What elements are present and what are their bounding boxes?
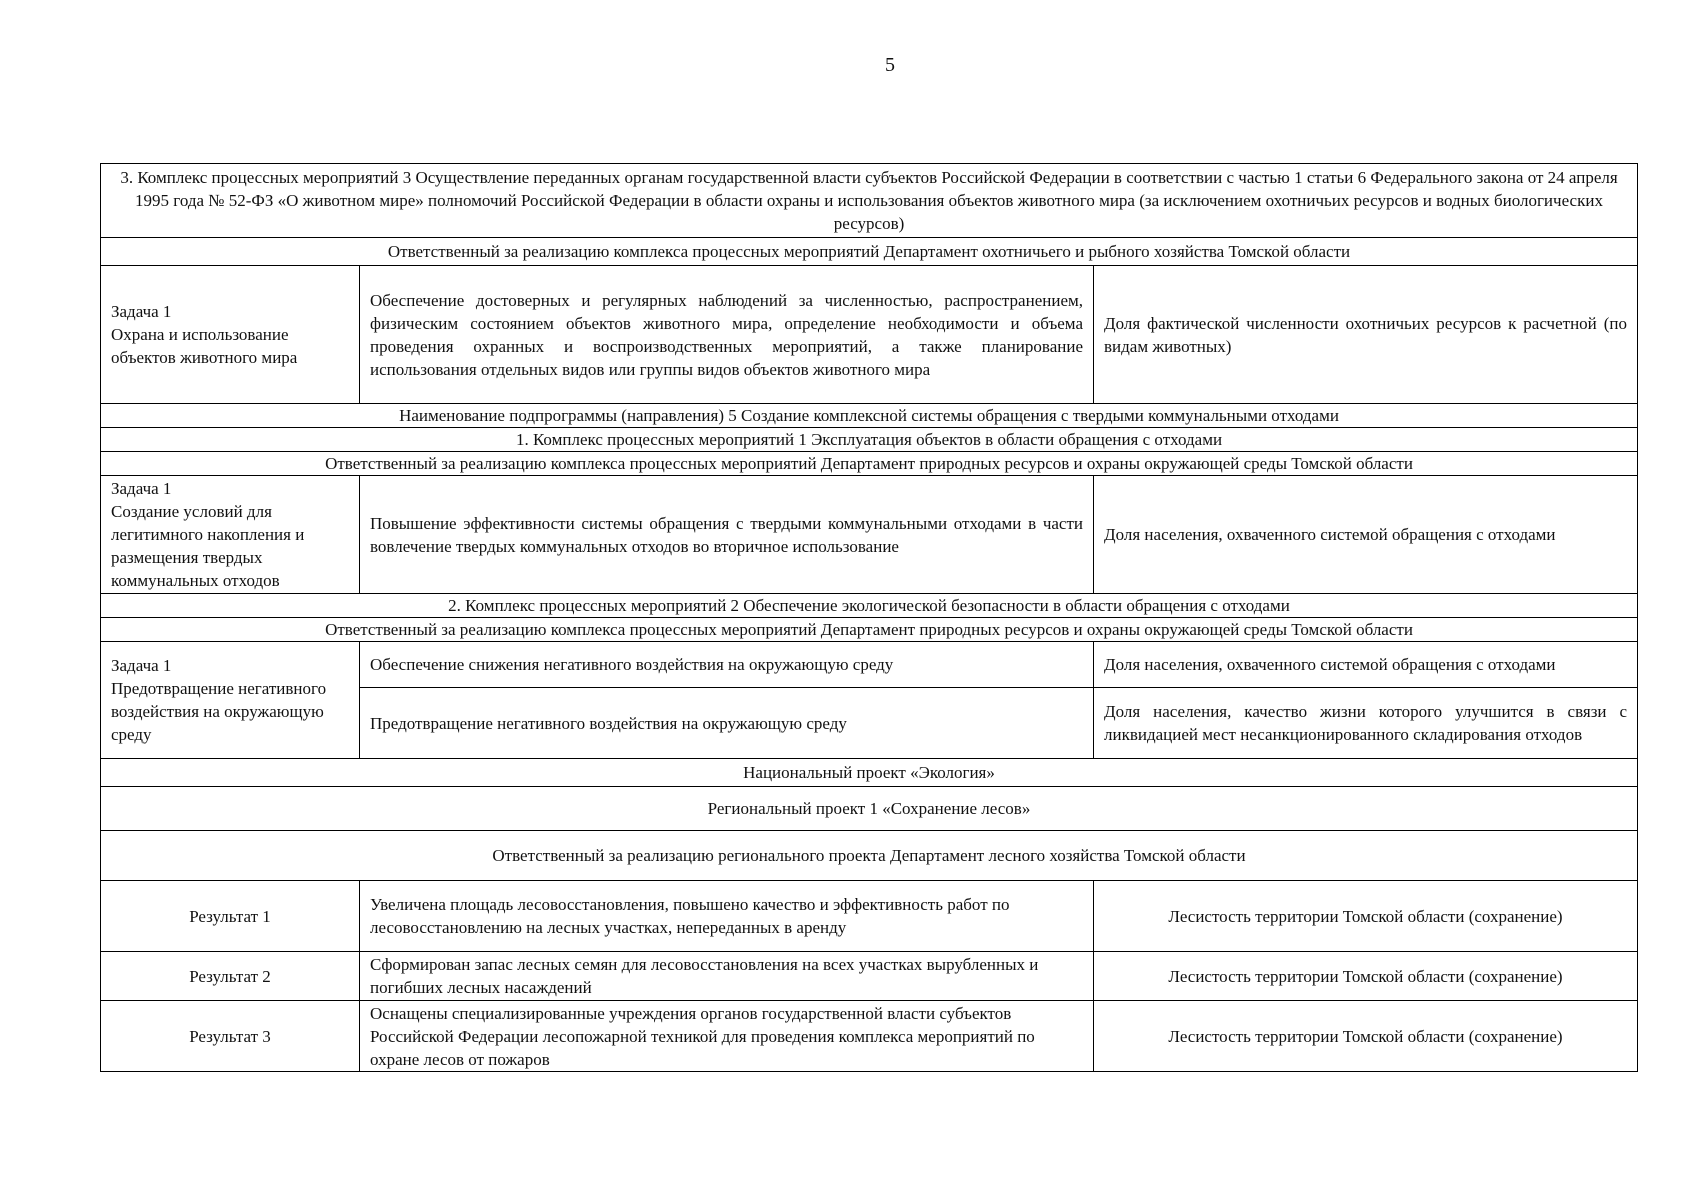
result-description: Оснащены специализированные учреждения органов государственной власти субъектов Российской Федерации лесопожарной техникой для проведения комплекса мероприятий по охране лесов от пожаров (360, 1001, 1094, 1072)
table-row (101, 428, 1638, 452)
task-indicator: Доля населения, охваченного системой обращения с отходами (1094, 476, 1638, 594)
task-indicator: Доля фактической численности охотничьих ресурсов к расчетной (по видам животных) (1094, 266, 1638, 404)
task-label: Задача 1 (111, 302, 172, 321)
page-number: 5 (885, 54, 895, 76)
result-label: Результат 1 (101, 881, 360, 952)
table-row (101, 238, 1638, 266)
complex3-title: 3. Комплекс процессных мероприятий 3 Осуществление переданных органам государственной власти субъектов Российской Федерации в соответствии с частью 1 статьи 6 Федерального закона от 24 апреля 1995 года № 52-ФЗ «О животном мире» полномочий Российской Федерации в области охраны и использования объектов животного мира (за исключением охотничьих ресурсов и водных биологических ресурсов) (101, 164, 1638, 238)
task-name: Предотвращение негативного воздействия на окружающую среду (111, 679, 327, 744)
program-structure-table (100, 163, 1638, 1072)
responsible-hunting: Ответственный за реализацию комплекса процессных мероприятий Департамент охотничьего и рыбного хозяйства Томской области (101, 238, 1638, 266)
task-description: Предотвращение негативного воздействия на окружающую среду (360, 688, 1094, 759)
result-label: Результат 3 (101, 1001, 360, 1072)
table-row (101, 831, 1638, 881)
table-row (101, 1001, 1638, 1072)
table-row (101, 266, 1638, 404)
result-label: Результат 2 (101, 952, 360, 1001)
result-indicator: Лесистость территории Томской области (сохранение) (1094, 952, 1638, 1001)
task-cell (101, 642, 360, 759)
task-cell (101, 476, 360, 594)
table-row (101, 404, 1638, 428)
task-cell (101, 266, 360, 404)
table-row (101, 642, 1638, 688)
task-label: Задача 1 (111, 479, 172, 498)
task-indicator: Доля населения, качество жизни которого улучшится в связи с ликвидацией мест несанкционированного складирования отходов (1094, 688, 1638, 759)
complex1-title: 1. Комплекс процессных мероприятий 1 Эксплуатация объектов в области обращения с отходами (101, 428, 1638, 452)
result-indicator: Лесистость территории Томской области (сохранение) (1094, 881, 1638, 952)
table-row (101, 881, 1638, 952)
result-description: Увеличена площадь лесовосстановления, повышено качество и эффективность работ по лесовосстановлению на лесных участках, непереданных в аренду (360, 881, 1094, 952)
table-row (101, 164, 1638, 238)
task-label: Задача 1 (111, 656, 172, 675)
regional-project: Региональный проект 1 «Сохранение лесов» (101, 787, 1638, 831)
responsible-forest: Ответственный за реализацию регионального проекта Департамент лесного хозяйства Томской области (101, 831, 1638, 881)
table-row (101, 452, 1638, 476)
result-indicator: Лесистость территории Томской области (сохранение) (1094, 1001, 1638, 1072)
responsible-nature: Ответственный за реализацию комплекса процессных мероприятий Департамент природных ресурсов и охраны окружающей среды Томской области (101, 452, 1638, 476)
complex2-title: 2. Комплекс процессных мероприятий 2 Обеспечение экологической безопасности в области обращения с отходами (101, 594, 1638, 618)
task-description: Обеспечение снижения негативного воздействия на окружающую среду (360, 642, 1094, 688)
task-description: Обеспечение достоверных и регулярных наблюдений за численностью, распространением, физическим состоянием объектов животного мира, определение необходимости и объема проведения охранных и воспроизводственных мероприятий, а также планирование использования отдельных видов или группы видов объектов животного мира (360, 266, 1094, 404)
task-description: Повышение эффективности системы обращения с твердыми коммунальными отходами в части вовлечение твердых коммунальных отходов во вторичное использование (360, 476, 1094, 594)
subprogram-title: Наименование подпрограммы (направления) 5 Создание комплексной системы обращения с твердыми коммунальными отходами (101, 404, 1638, 428)
table-row (101, 476, 1638, 594)
task-indicator: Доля населения, охваченного системой обращения с отходами (1094, 642, 1638, 688)
table-row (101, 952, 1638, 1001)
table-row (101, 787, 1638, 831)
table-row (101, 618, 1638, 642)
table-row (101, 594, 1638, 618)
national-project: Национальный проект «Экология» (101, 759, 1638, 787)
result-description: Сформирован запас лесных семян для лесовосстановления на всех участках вырубленных и погибших лесных насаждений (360, 952, 1094, 1001)
task-name: Охрана и использование объектов животного мира (111, 325, 298, 367)
table-row (101, 759, 1638, 787)
responsible-nature: Ответственный за реализацию комплекса процессных мероприятий Департамент природных ресурсов и охраны окружающей среды Томской области (101, 618, 1638, 642)
task-name: Создание условий для легитимного накопления и размещения твердых коммунальных отходов (111, 502, 305, 590)
